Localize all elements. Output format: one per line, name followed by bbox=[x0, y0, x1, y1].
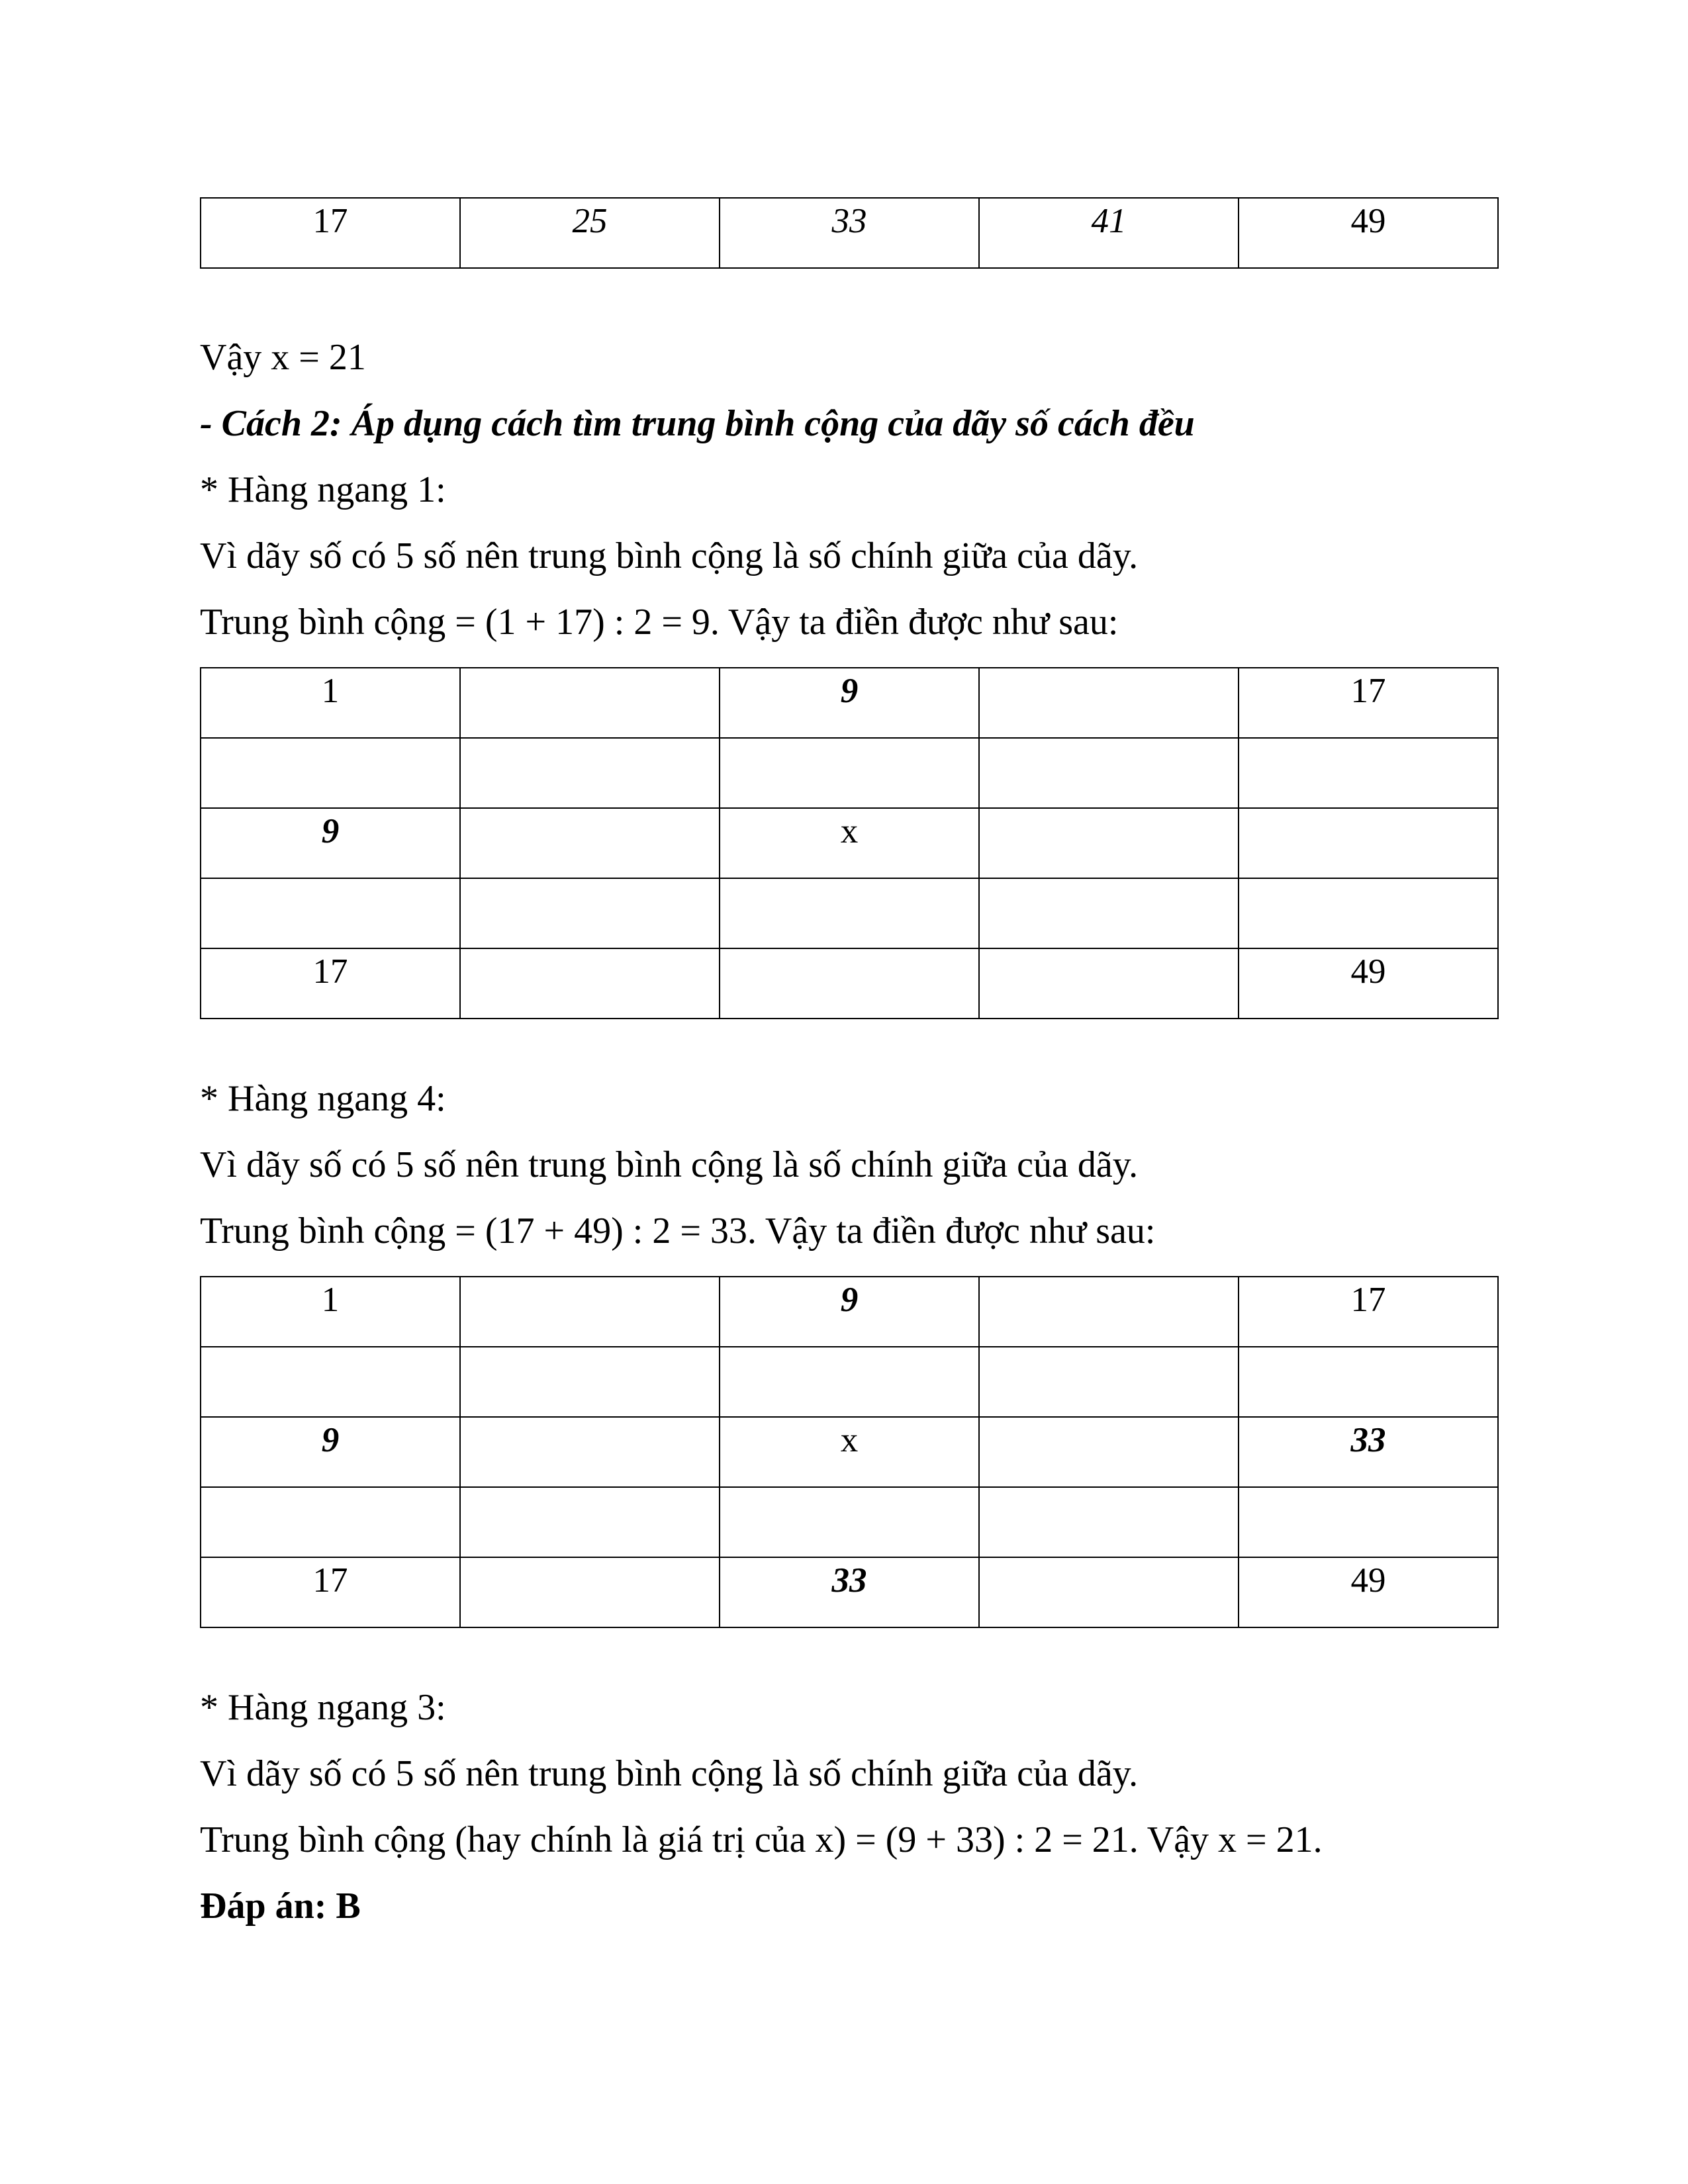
grid-after-row1 bbox=[200, 667, 1499, 1019]
table-cell bbox=[1239, 738, 1498, 808]
table-cell: 25 bbox=[460, 198, 720, 268]
table-cell bbox=[979, 1417, 1239, 1487]
table-row bbox=[201, 948, 1498, 1019]
table-cell bbox=[201, 878, 460, 948]
table-cell bbox=[720, 1487, 979, 1557]
grid-after-row4 bbox=[200, 1276, 1499, 1628]
table-row bbox=[201, 1277, 1498, 1347]
table-cell: 9 bbox=[720, 1277, 979, 1347]
table-cell bbox=[1239, 1347, 1498, 1417]
table-cell: 33 bbox=[1239, 1417, 1498, 1487]
row4-reason: Vì dãy số có 5 số nên trung bình cộng là số chính giữa của dãy. bbox=[200, 1144, 1139, 1185]
table-cell bbox=[460, 668, 720, 738]
row4-calc: Trung bình cộng = (17 + 49) : 2 = 33. Vậy ta điền được như sau: bbox=[200, 1210, 1156, 1251]
table-cell bbox=[720, 1347, 979, 1417]
table-cell bbox=[979, 1557, 1239, 1627]
table-cell bbox=[201, 1487, 460, 1557]
table-cell bbox=[460, 1347, 720, 1417]
table-cell: 41 bbox=[979, 198, 1239, 268]
table-cell bbox=[460, 1487, 720, 1557]
answer-text: Đáp án: B bbox=[200, 1886, 361, 1927]
table-cell bbox=[201, 1347, 460, 1417]
table-cell bbox=[460, 1277, 720, 1347]
table-cell: 17 bbox=[201, 198, 460, 268]
table-cell bbox=[460, 948, 720, 1019]
table-cell: 9 bbox=[720, 668, 979, 738]
table-cell: 1 bbox=[201, 668, 460, 738]
row1-reason: Vì dãy số có 5 số nên trung bình cộng là số chính giữa của dãy. bbox=[200, 535, 1139, 576]
table-cell: 33 bbox=[720, 1557, 979, 1627]
table-row bbox=[201, 1487, 1498, 1557]
table-cell: x bbox=[720, 1417, 979, 1487]
table-cell: 17 bbox=[1239, 1277, 1498, 1347]
table-cell: 1 bbox=[201, 1277, 460, 1347]
table-row bbox=[201, 808, 1498, 878]
table-cell bbox=[460, 1417, 720, 1487]
table-cell bbox=[1239, 878, 1498, 948]
table-cell bbox=[979, 1277, 1239, 1347]
row3-reason: Vì dãy số có 5 số nên trung bình cộng là số chính giữa của dãy. bbox=[200, 1753, 1139, 1794]
table-cell: 49 bbox=[1239, 198, 1498, 268]
table-cell: 17 bbox=[201, 948, 460, 1019]
method-2-heading: - Cách 2: Áp dụng cách tìm trung bình cộng của dãy số cách đều bbox=[200, 403, 1195, 444]
row1-calc: Trung bình cộng = (1 + 17) : 2 = 9. Vậy ta điền được như sau: bbox=[200, 602, 1119, 643]
table-cell: x bbox=[720, 808, 979, 878]
table-row bbox=[201, 738, 1498, 808]
row3-calc: Trung bình cộng (hay chính là giá trị của x) = (9 + 33) : 2 = 21. Vậy x = 21. bbox=[200, 1819, 1323, 1860]
table-cell bbox=[1239, 1487, 1498, 1557]
table-cell bbox=[979, 738, 1239, 808]
table-cell: 49 bbox=[1239, 948, 1498, 1019]
table-cell: 9 bbox=[201, 808, 460, 878]
table-cell bbox=[460, 878, 720, 948]
table-row bbox=[201, 668, 1498, 738]
table-cell bbox=[979, 668, 1239, 738]
top-sequence-table bbox=[200, 197, 1499, 269]
table-cell bbox=[460, 738, 720, 808]
table-cell bbox=[979, 948, 1239, 1019]
table-cell bbox=[460, 808, 720, 878]
table-cell bbox=[720, 738, 979, 808]
table-row bbox=[201, 1557, 1498, 1627]
row1-heading: * Hàng ngang 1: bbox=[200, 469, 446, 510]
table-cell bbox=[979, 1347, 1239, 1417]
table-cell bbox=[979, 878, 1239, 948]
table-cell bbox=[1239, 808, 1498, 878]
table-cell bbox=[979, 808, 1239, 878]
table-row bbox=[201, 878, 1498, 948]
table-row bbox=[201, 1417, 1498, 1487]
table-row bbox=[201, 198, 1498, 268]
table-cell bbox=[720, 878, 979, 948]
table-row bbox=[201, 1347, 1498, 1417]
table-cell: 9 bbox=[201, 1417, 460, 1487]
table-cell bbox=[720, 948, 979, 1019]
row4-heading: * Hàng ngang 4: bbox=[200, 1078, 446, 1119]
table-cell: 33 bbox=[720, 198, 979, 268]
table-cell: 17 bbox=[1239, 668, 1498, 738]
table-cell bbox=[201, 738, 460, 808]
table-cell: 49 bbox=[1239, 1557, 1498, 1627]
table-cell: 17 bbox=[201, 1557, 460, 1627]
conclusion-text: Vậy x = 21 bbox=[200, 337, 366, 378]
row3-heading: * Hàng ngang 3: bbox=[200, 1687, 446, 1728]
table-cell bbox=[460, 1557, 720, 1627]
table-cell bbox=[979, 1487, 1239, 1557]
